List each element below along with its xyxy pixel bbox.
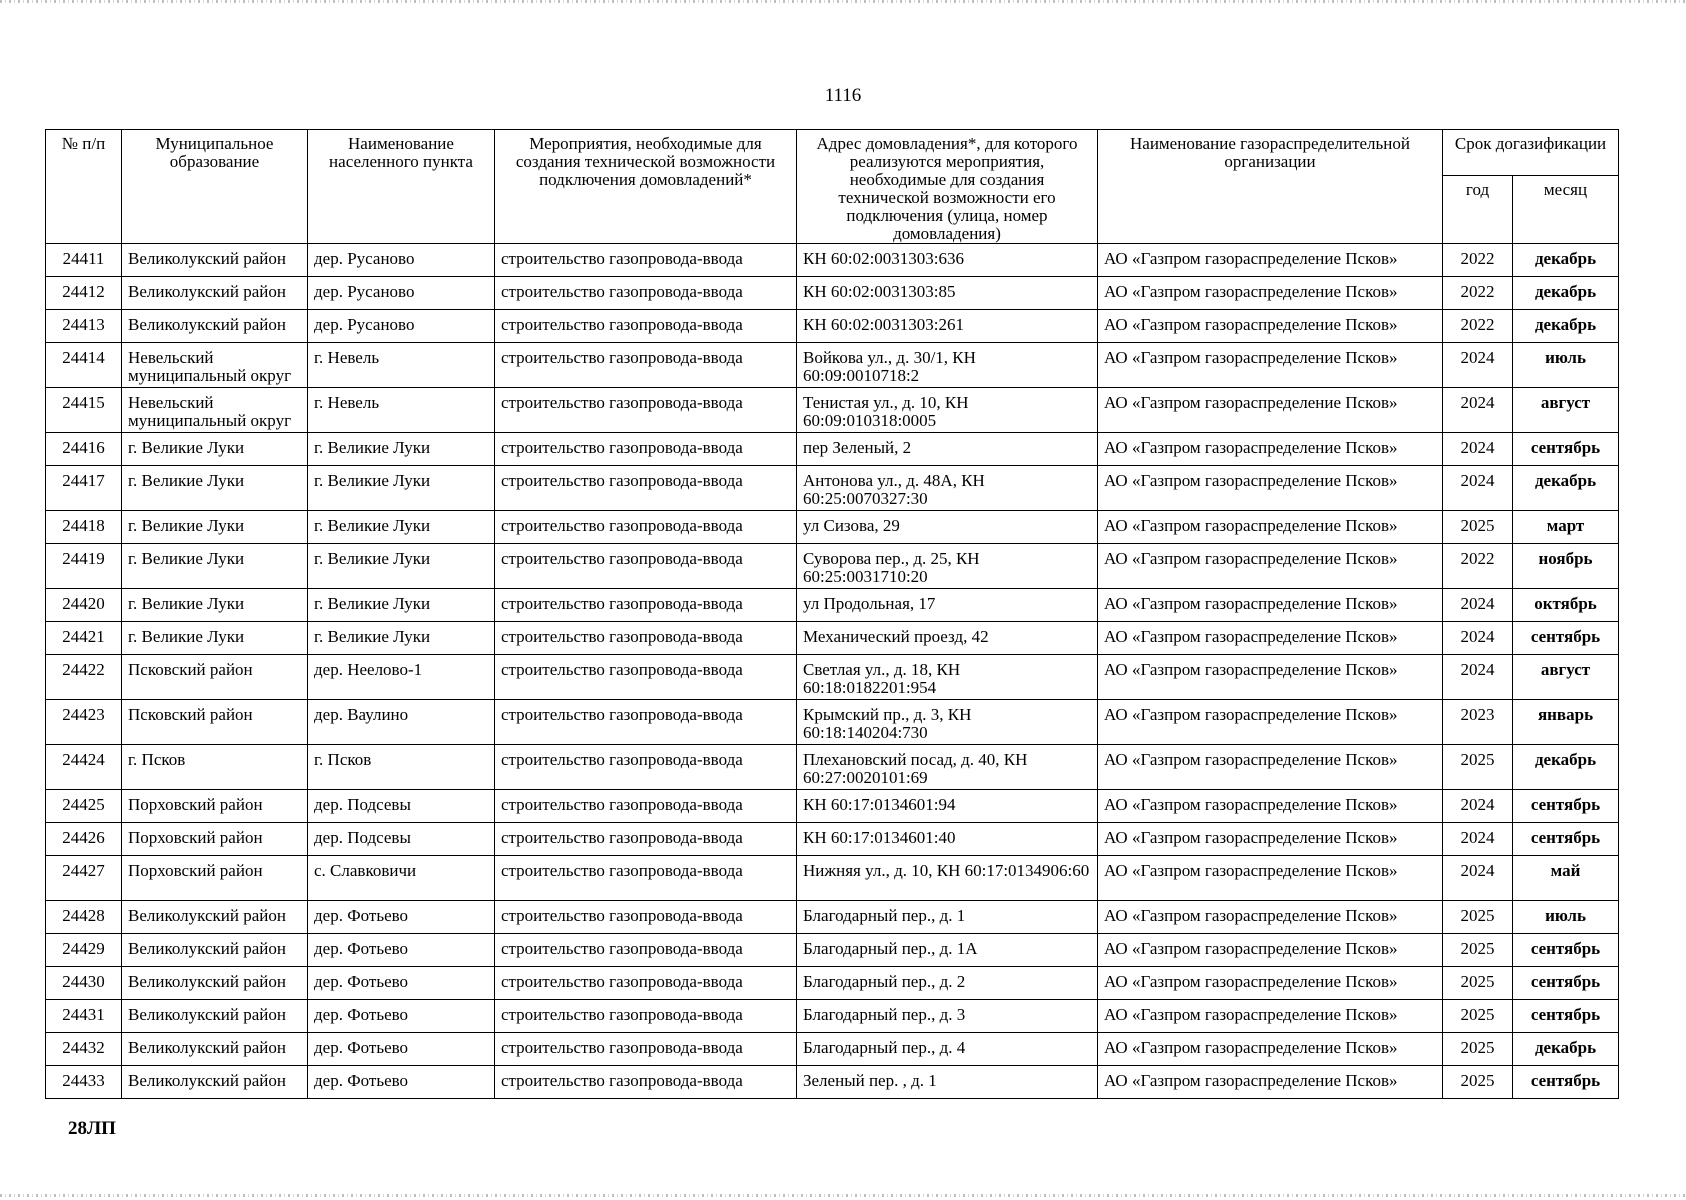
cell-year: 2022 — [1443, 244, 1513, 277]
header-settlement: Наименование населенного пункта — [308, 130, 495, 244]
cell-address: Благодарный пер., д. 4 — [797, 1033, 1098, 1066]
cell-measure: строительство газопровода-ввода — [495, 1033, 797, 1066]
table-row — [46, 544, 1619, 589]
cell-organization: АО «Газпром газораспределение Псков» — [1098, 544, 1443, 589]
cell-month: декабрь — [1513, 244, 1619, 277]
cell-settlement: дер. Подсевы — [308, 823, 495, 856]
cell-settlement: г. Псков — [308, 745, 495, 790]
cell-month: декабрь — [1513, 745, 1619, 790]
cell-address: КН 60:02:0031303:261 — [797, 310, 1098, 343]
table-row — [46, 1033, 1619, 1066]
table-row — [46, 388, 1619, 433]
cell-measure: строительство газопровода-ввода — [495, 277, 797, 310]
cell-organization: АО «Газпром газораспределение Псков» — [1098, 700, 1443, 745]
cell-measure: строительство газопровода-ввода — [495, 655, 797, 700]
cell-num: 24411 — [46, 244, 122, 277]
scan-edge-bottom — [0, 1194, 1686, 1197]
cell-organization: АО «Газпром газораспределение Псков» — [1098, 1033, 1443, 1066]
cell-month: сентябрь — [1513, 934, 1619, 967]
cell-municipality: Великолукский район — [122, 1066, 308, 1099]
scan-edge-top — [0, 0, 1686, 3]
cell-num: 24419 — [46, 544, 122, 589]
cell-year: 2023 — [1443, 700, 1513, 745]
cell-organization: АО «Газпром газораспределение Псков» — [1098, 655, 1443, 700]
cell-num: 24427 — [46, 856, 122, 901]
cell-address: Тенистая ул., д. 10, КН 60:09:010318:0005 — [797, 388, 1098, 433]
cell-municipality: Порховский район — [122, 823, 308, 856]
table-row — [46, 466, 1619, 511]
cell-measure: строительство газопровода-ввода — [495, 1066, 797, 1099]
cell-year: 2025 — [1443, 1033, 1513, 1066]
cell-settlement: дер. Русаново — [308, 244, 495, 277]
cell-month: май — [1513, 856, 1619, 901]
cell-municipality: Псковский район — [122, 700, 308, 745]
table-row — [46, 511, 1619, 544]
cell-year: 2024 — [1443, 388, 1513, 433]
table-row — [46, 856, 1619, 901]
cell-address: ул Продольная, 17 — [797, 589, 1098, 622]
cell-address: пер Зеленый, 2 — [797, 433, 1098, 466]
cell-measure: строительство газопровода-ввода — [495, 856, 797, 901]
cell-num: 24420 — [46, 589, 122, 622]
cell-month: январь — [1513, 700, 1619, 745]
cell-settlement: г. Великие Луки — [308, 433, 495, 466]
table-row — [46, 790, 1619, 823]
cell-measure: строительство газопровода-ввода — [495, 244, 797, 277]
cell-measure: строительство газопровода-ввода — [495, 934, 797, 967]
cell-organization: АО «Газпром газораспределение Псков» — [1098, 745, 1443, 790]
cell-month: декабрь — [1513, 310, 1619, 343]
cell-municipality: Великолукский район — [122, 310, 308, 343]
cell-measure: строительство газопровода-ввода — [495, 790, 797, 823]
cell-organization: АО «Газпром газораспределение Псков» — [1098, 622, 1443, 655]
cell-num: 24417 — [46, 466, 122, 511]
cell-organization: АО «Газпром газораспределение Псков» — [1098, 511, 1443, 544]
cell-measure: строительство газопровода-ввода — [495, 310, 797, 343]
cell-year: 2024 — [1443, 589, 1513, 622]
cell-organization: АО «Газпром газораспределение Псков» — [1098, 967, 1443, 1000]
table-row — [46, 622, 1619, 655]
cell-address: Благодарный пер., д. 1А — [797, 934, 1098, 967]
cell-year: 2024 — [1443, 343, 1513, 388]
cell-year: 2024 — [1443, 466, 1513, 511]
cell-year: 2025 — [1443, 511, 1513, 544]
table-row — [46, 823, 1619, 856]
cell-settlement: дер. Фотьево — [308, 1000, 495, 1033]
header-year: год — [1443, 176, 1513, 244]
cell-num: 24413 — [46, 310, 122, 343]
cell-settlement: дер. Фотьево — [308, 967, 495, 1000]
cell-month: сентябрь — [1513, 967, 1619, 1000]
cell-organization: АО «Газпром газораспределение Псков» — [1098, 433, 1443, 466]
cell-settlement: дер. Подсевы — [308, 790, 495, 823]
table-row — [46, 1066, 1619, 1099]
cell-measure: строительство газопровода-ввода — [495, 343, 797, 388]
header-organization: Наименование газораспределительной организации — [1098, 130, 1443, 244]
cell-month: июль — [1513, 901, 1619, 934]
table-row — [46, 343, 1619, 388]
cell-organization: АО «Газпром газораспределение Псков» — [1098, 790, 1443, 823]
cell-year: 2025 — [1443, 1066, 1513, 1099]
cell-measure: строительство газопровода-ввода — [495, 622, 797, 655]
cell-year: 2024 — [1443, 790, 1513, 823]
cell-month: август — [1513, 655, 1619, 700]
cell-settlement: г. Великие Луки — [308, 589, 495, 622]
cell-measure: строительство газопровода-ввода — [495, 700, 797, 745]
cell-address: Плехановский посад, д. 40, КН 60:27:0020101:69 — [797, 745, 1098, 790]
cell-organization: АО «Газпром газораспределение Псков» — [1098, 277, 1443, 310]
cell-year: 2024 — [1443, 856, 1513, 901]
footer-code: 28ЛП — [68, 1118, 116, 1139]
cell-month: август — [1513, 388, 1619, 433]
cell-organization: АО «Газпром газораспределение Псков» — [1098, 1066, 1443, 1099]
cell-municipality: Порховский район — [122, 856, 308, 901]
cell-municipality: Невельский муниципальный округ — [122, 388, 308, 433]
cell-num: 24426 — [46, 823, 122, 856]
cell-measure: строительство газопровода-ввода — [495, 1000, 797, 1033]
cell-address: Благодарный пер., д. 3 — [797, 1000, 1098, 1033]
cell-num: 24424 — [46, 745, 122, 790]
cell-year: 2025 — [1443, 745, 1513, 790]
cell-settlement: дер. Русаново — [308, 310, 495, 343]
cell-month: сентябрь — [1513, 1066, 1619, 1099]
cell-address: КН 60:02:0031303:636 — [797, 244, 1098, 277]
cell-year: 2024 — [1443, 433, 1513, 466]
cell-month: октябрь — [1513, 589, 1619, 622]
cell-year: 2025 — [1443, 901, 1513, 934]
cell-measure: строительство газопровода-ввода — [495, 388, 797, 433]
table-row — [46, 655, 1619, 700]
cell-organization: АО «Газпром газораспределение Псков» — [1098, 589, 1443, 622]
cell-year: 2024 — [1443, 622, 1513, 655]
header-term: Срок догазификации — [1443, 130, 1619, 176]
cell-month: сентябрь — [1513, 433, 1619, 466]
cell-municipality: Порховский район — [122, 790, 308, 823]
cell-year: 2024 — [1443, 823, 1513, 856]
table-row — [46, 277, 1619, 310]
cell-year: 2025 — [1443, 1000, 1513, 1033]
cell-num: 24423 — [46, 700, 122, 745]
cell-month: сентябрь — [1513, 823, 1619, 856]
cell-municipality: Великолукский район — [122, 901, 308, 934]
cell-month: декабрь — [1513, 1033, 1619, 1066]
cell-municipality: г. Великие Луки — [122, 622, 308, 655]
cell-num: 24414 — [46, 343, 122, 388]
cell-month: сентябрь — [1513, 622, 1619, 655]
cell-organization: АО «Газпром газораспределение Псков» — [1098, 388, 1443, 433]
cell-month: сентябрь — [1513, 790, 1619, 823]
cell-year: 2022 — [1443, 544, 1513, 589]
cell-measure: строительство газопровода-ввода — [495, 901, 797, 934]
cell-address: Крымский пр., д. 3, КН 60:18:140204:730 — [797, 700, 1098, 745]
cell-num: 24425 — [46, 790, 122, 823]
cell-settlement: дер. Ваулино — [308, 700, 495, 745]
cell-settlement: г. Великие Луки — [308, 622, 495, 655]
cell-municipality: г. Великие Луки — [122, 589, 308, 622]
cell-organization: АО «Газпром газораспределение Псков» — [1098, 1000, 1443, 1033]
gasification-table — [45, 129, 1619, 1099]
cell-address: Войкова ул., д. 30/1, КН 60:09:0010718:2 — [797, 343, 1098, 388]
cell-settlement: дер. Фотьево — [308, 1033, 495, 1066]
cell-organization: АО «Газпром газораспределение Псков» — [1098, 823, 1443, 856]
cell-settlement: г. Невель — [308, 343, 495, 388]
cell-num: 24433 — [46, 1066, 122, 1099]
table-row — [46, 967, 1619, 1000]
table-row — [46, 901, 1619, 934]
cell-measure: строительство газопровода-ввода — [495, 823, 797, 856]
cell-municipality: Великолукский район — [122, 1000, 308, 1033]
table-row — [46, 310, 1619, 343]
cell-address: КН 60:17:0134601:40 — [797, 823, 1098, 856]
cell-num: 24416 — [46, 433, 122, 466]
cell-measure: строительство газопровода-ввода — [495, 544, 797, 589]
cell-address: КН 60:17:0134601:94 — [797, 790, 1098, 823]
cell-num: 24412 — [46, 277, 122, 310]
cell-settlement: г. Невель — [308, 388, 495, 433]
cell-address: Благодарный пер., д. 1 — [797, 901, 1098, 934]
cell-month: март — [1513, 511, 1619, 544]
cell-measure: строительство газопровода-ввода — [495, 745, 797, 790]
cell-month: декабрь — [1513, 277, 1619, 310]
cell-municipality: Великолукский район — [122, 277, 308, 310]
cell-address: Суворова пер., д. 25, КН 60:25:0031710:20 — [797, 544, 1098, 589]
cell-settlement: г. Великие Луки — [308, 466, 495, 511]
cell-municipality: Великолукский район — [122, 934, 308, 967]
cell-num: 24429 — [46, 934, 122, 967]
page-number: 1116 — [824, 85, 862, 106]
cell-settlement: дер. Фотьево — [308, 934, 495, 967]
cell-measure: строительство газопровода-ввода — [495, 511, 797, 544]
table-row — [46, 433, 1619, 466]
table-header — [46, 130, 1619, 244]
cell-settlement: с. Славковичи — [308, 856, 495, 901]
cell-organization: АО «Газпром газораспределение Псков» — [1098, 901, 1443, 934]
cell-year: 2024 — [1443, 655, 1513, 700]
cell-municipality: Великолукский район — [122, 1033, 308, 1066]
cell-settlement: дер. Неелово-1 — [308, 655, 495, 700]
cell-measure: строительство газопровода-ввода — [495, 466, 797, 511]
cell-num: 24418 — [46, 511, 122, 544]
header-address: Адрес домовладения*, для которого реализуются мероприятия, необходимые для создания технической возможности его подключения (улица, номер домовладения) — [797, 130, 1098, 244]
cell-address: Механический проезд, 42 — [797, 622, 1098, 655]
cell-municipality: Псковский район — [122, 655, 308, 700]
cell-municipality: г. Псков — [122, 745, 308, 790]
cell-settlement: г. Великие Луки — [308, 544, 495, 589]
header-measures: Мероприятия, необходимые для создания технической возможности подключения домовладений* — [495, 130, 797, 244]
cell-month: ноябрь — [1513, 544, 1619, 589]
cell-municipality: г. Великие Луки — [122, 544, 308, 589]
table-row — [46, 1000, 1619, 1033]
table-body — [46, 244, 1619, 1099]
table-row — [46, 589, 1619, 622]
cell-address: Нижняя ул., д. 10, КН 60:17:0134906:60 — [797, 856, 1098, 901]
cell-num: 24431 — [46, 1000, 122, 1033]
cell-address: Антонова ул., д. 48А, КН 60:25:0070327:30 — [797, 466, 1098, 511]
cell-settlement: дер. Фотьево — [308, 901, 495, 934]
cell-organization: АО «Газпром газораспределение Псков» — [1098, 310, 1443, 343]
cell-address: КН 60:02:0031303:85 — [797, 277, 1098, 310]
cell-month: сентябрь — [1513, 1000, 1619, 1033]
cell-municipality: г. Великие Луки — [122, 433, 308, 466]
cell-municipality: Невельский муниципальный округ — [122, 343, 308, 388]
table-row — [46, 244, 1619, 277]
cell-settlement: г. Великие Луки — [308, 511, 495, 544]
cell-organization: АО «Газпром газораспределение Псков» — [1098, 466, 1443, 511]
cell-year: 2022 — [1443, 277, 1513, 310]
cell-municipality: г. Великие Луки — [122, 466, 308, 511]
cell-year: 2025 — [1443, 934, 1513, 967]
header-municipality: Муниципальное образование — [122, 130, 308, 244]
cell-num: 24430 — [46, 967, 122, 1000]
cell-month: декабрь — [1513, 466, 1619, 511]
cell-organization: АО «Газпром газораспределение Псков» — [1098, 343, 1443, 388]
cell-municipality: Великолукский район — [122, 244, 308, 277]
header-num: № п/п — [46, 130, 122, 244]
cell-organization: АО «Газпром газораспределение Псков» — [1098, 934, 1443, 967]
cell-address: Благодарный пер., д. 2 — [797, 967, 1098, 1000]
cell-settlement: дер. Русаново — [308, 277, 495, 310]
cell-month: июль — [1513, 343, 1619, 388]
table-row — [46, 934, 1619, 967]
cell-address: Зеленый пер. , д. 1 — [797, 1066, 1098, 1099]
cell-settlement: дер. Фотьево — [308, 1066, 495, 1099]
cell-num: 24432 — [46, 1033, 122, 1066]
cell-year: 2022 — [1443, 310, 1513, 343]
cell-measure: строительство газопровода-ввода — [495, 589, 797, 622]
cell-organization: АО «Газпром газораспределение Псков» — [1098, 856, 1443, 901]
cell-address: Светлая ул., д. 18, КН 60:18:0182201:954 — [797, 655, 1098, 700]
cell-num: 24415 — [46, 388, 122, 433]
cell-municipality: Великолукский район — [122, 967, 308, 1000]
cell-measure: строительство газопровода-ввода — [495, 967, 797, 1000]
cell-num: 24421 — [46, 622, 122, 655]
cell-num: 24422 — [46, 655, 122, 700]
cell-year: 2025 — [1443, 967, 1513, 1000]
table-row — [46, 700, 1619, 745]
cell-municipality: г. Великие Луки — [122, 511, 308, 544]
cell-num: 24428 — [46, 901, 122, 934]
table-row — [46, 745, 1619, 790]
cell-organization: АО «Газпром газораспределение Псков» — [1098, 244, 1443, 277]
header-month: месяц — [1513, 176, 1619, 244]
cell-address: ул Сизова, 29 — [797, 511, 1098, 544]
cell-measure: строительство газопровода-ввода — [495, 433, 797, 466]
